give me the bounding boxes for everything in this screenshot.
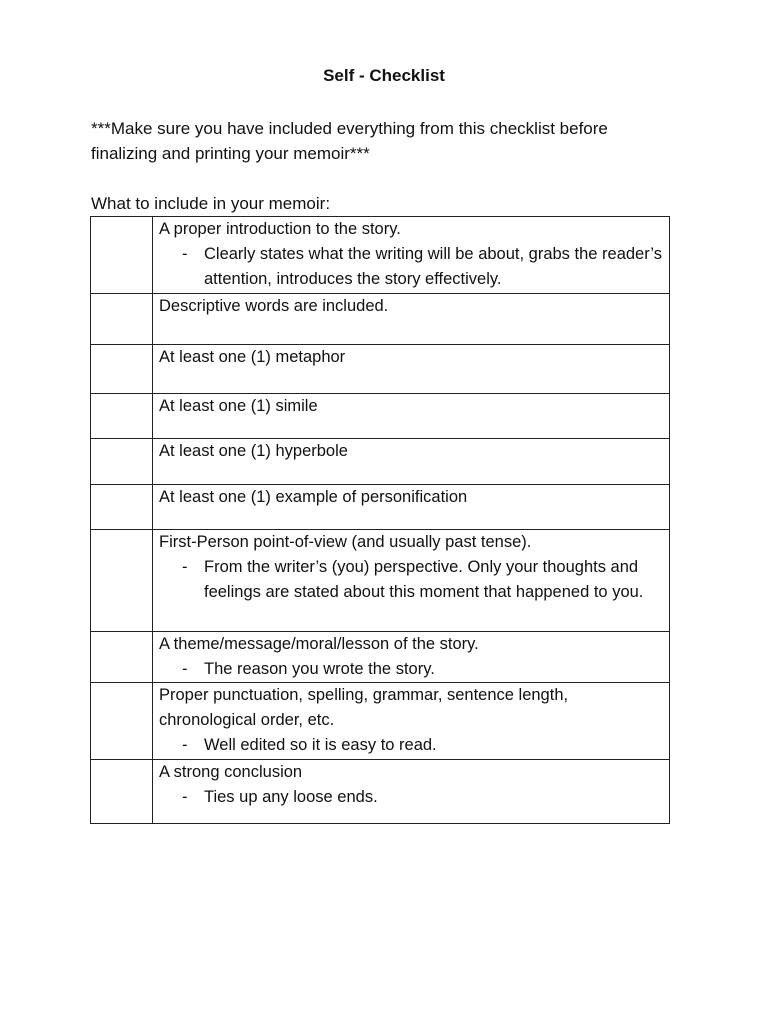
checklist-item-cell xyxy=(153,632,670,683)
dash-bullet: - xyxy=(182,736,188,754)
checklist-subitem-text: From the writer’s (you) perspective. Only your thoughts and feelings are stated about this moment that happened to you. xyxy=(204,558,644,601)
checklist-subitem xyxy=(159,555,665,605)
checklist-item-text: At least one (1) hyperbole xyxy=(159,442,348,460)
instruction-line: ***Make sure you have included everything from this checklist before xyxy=(91,119,608,138)
checkbox-cell[interactable] xyxy=(91,683,153,760)
checklist-item-cell xyxy=(153,217,670,294)
checkbox-cell[interactable] xyxy=(91,439,153,485)
checklist-item-cell xyxy=(153,683,670,760)
checklist-item-text: First-Person point-of-view (and usually past tense). xyxy=(159,533,532,551)
checklist-item-cell xyxy=(153,760,670,824)
instruction-line: finalizing and printing your memoir*** xyxy=(91,144,370,163)
instruction-text xyxy=(91,116,691,166)
checklist-row xyxy=(91,394,670,439)
dash-bullet: - xyxy=(182,788,188,806)
checklist-row xyxy=(91,530,670,632)
page-title: Self - Checklist xyxy=(323,66,445,85)
checkbox-cell[interactable] xyxy=(91,632,153,683)
checklist-row xyxy=(91,632,670,683)
checklist-item-cell xyxy=(153,294,670,345)
checklist-row xyxy=(91,485,670,530)
checklist-subitem-text: Clearly states what the writing will be about, grabs the reader’s attention, introduces the story effectively. xyxy=(204,245,662,288)
section-heading: What to include in your memoir: xyxy=(91,194,331,213)
dash-bullet: - xyxy=(182,660,188,678)
checklist-table xyxy=(90,216,670,824)
checkbox-cell[interactable] xyxy=(91,530,153,632)
checklist-item-text: Descriptive words are included. xyxy=(159,297,389,315)
checklist-item-text: Proper punctuation, spelling, grammar, sentence length, chronological order, etc. xyxy=(159,686,569,729)
checklist-subitem xyxy=(159,733,665,758)
checklist-item-cell xyxy=(153,394,670,439)
checklist-row xyxy=(91,217,670,294)
checklist-subitem xyxy=(159,242,665,292)
checklist-item-cell xyxy=(153,345,670,394)
dash-bullet: - xyxy=(182,245,188,263)
checklist-item-text: At least one (1) metaphor xyxy=(159,348,346,366)
checklist-subitem-text: Well edited so it is easy to read. xyxy=(204,736,437,754)
checkbox-cell[interactable] xyxy=(91,394,153,439)
checklist-row xyxy=(91,760,670,824)
checkbox-cell[interactable] xyxy=(91,217,153,294)
checklist-row xyxy=(91,345,670,394)
checklist-subitem xyxy=(159,657,665,682)
checklist-item-cell xyxy=(153,439,670,485)
checklist-row xyxy=(91,294,670,345)
checklist-item-text: A theme/message/moral/lesson of the story. xyxy=(159,635,479,653)
checklist-subitem xyxy=(159,785,665,810)
checkbox-cell[interactable] xyxy=(91,345,153,394)
checklist-item-text: A strong conclusion xyxy=(159,763,303,781)
checklist-row xyxy=(91,683,670,760)
checklist-item-text: At least one (1) example of personification xyxy=(159,488,468,506)
checklist-subitem-text: Ties up any loose ends. xyxy=(204,788,378,806)
checkbox-cell[interactable] xyxy=(91,760,153,824)
checklist-item-cell xyxy=(153,530,670,632)
checklist-subitem-text: The reason you wrote the story. xyxy=(204,660,435,678)
checklist-item-text: At least one (1) simile xyxy=(159,397,318,415)
dash-bullet: - xyxy=(182,558,188,576)
checkbox-cell[interactable] xyxy=(91,485,153,530)
checklist-item-text: A proper introduction to the story. xyxy=(159,220,401,238)
checklist-item-cell xyxy=(153,485,670,530)
checkbox-cell[interactable] xyxy=(91,294,153,345)
checklist-row xyxy=(91,439,670,485)
